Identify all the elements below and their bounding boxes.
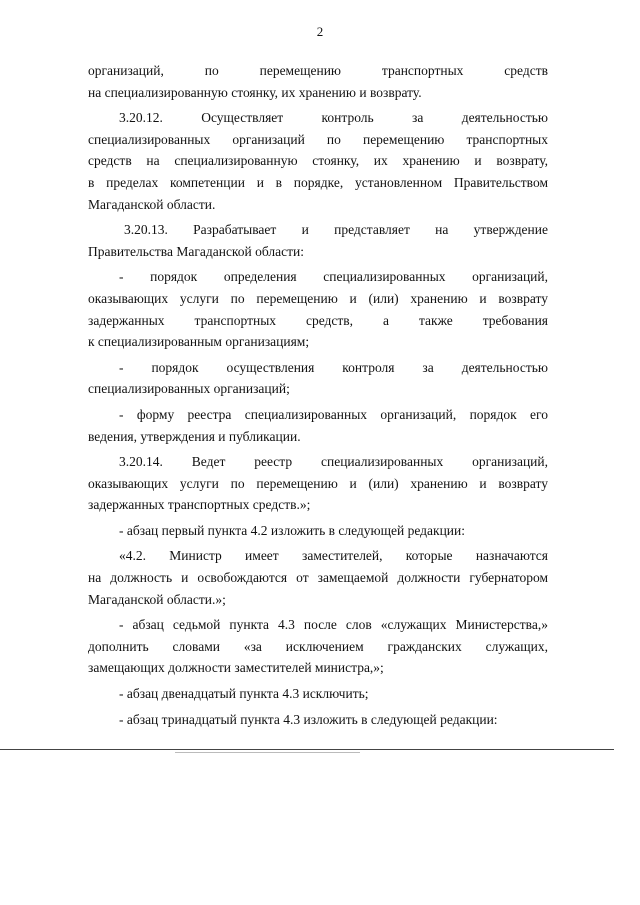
- paragraph-4-2-body: [88, 567, 548, 610]
- paragraph-3-20-14-body: [88, 473, 548, 516]
- text-line: 3.20.14. Ведет реестр специализированных организаций,: [119, 454, 548, 470]
- text-line: - абзац тринадцатый пункта 4.3 изложить в следующей редакции:: [119, 711, 498, 727]
- text-line: - порядок определения специализированных организаций,: [119, 269, 548, 285]
- paragraph-3-20-13-body: [88, 241, 548, 263]
- text-line: на должность и освобождаются от замещаемой должности губернатором: [88, 570, 548, 586]
- paragraph-3-20-12-body: [88, 129, 548, 215]
- text-line: - абзац седьмой пункта 4.3 после слов «служащих Министерства,»: [119, 617, 548, 633]
- text-line: Правительства Магаданской области:: [88, 243, 305, 259]
- list-item-control-order: [88, 357, 548, 379]
- text-line: 3.20.12. Осуществляет контроль за деятельностью: [119, 110, 548, 126]
- list-item-control-order-body: [88, 378, 548, 400]
- text-line: специализированных организаций;: [88, 381, 290, 397]
- text-line: организаций, по перемещению транспортных средств: [88, 63, 548, 78]
- text-line: 3.20.13. Разрабатывает и представляет на утверждение: [124, 222, 548, 238]
- text-line: задержанных транспортных средств.»;: [88, 497, 311, 513]
- text-line: Магаданской области.: [88, 196, 216, 212]
- paragraph-amend-4-3-seventh-body: [88, 636, 548, 679]
- paragraph-amend-4-3-thirteenth: [88, 709, 548, 731]
- list-item-order-determination-body: [88, 288, 548, 353]
- text-line: на специализированную стоянку, их хранению и возврату.: [88, 84, 422, 100]
- list-item-registry-form: [88, 404, 548, 426]
- footer-divider: [0, 749, 614, 750]
- text-line: дополнить словами «за исключением гражданских служащих,: [88, 638, 548, 654]
- document-body: [88, 60, 548, 730]
- paragraph-amend-4-3-seventh: [88, 614, 548, 636]
- text-line: специализированных организаций по перемещению транспортных: [88, 131, 548, 147]
- text-line: замещающих должности заместителей министра,»;: [88, 660, 384, 676]
- paragraph-amend-4-2: [88, 520, 548, 542]
- text-line: оказывающих услуги по перемещению и (или) хранению и возврату: [88, 290, 548, 306]
- list-item-order-determination: [88, 266, 548, 288]
- text-line: «4.2. Министр имеет заместителей, которые назначаются: [119, 548, 548, 564]
- paragraph-continuation: [88, 60, 548, 103]
- text-line: задержанных транспортных средств, а также требования: [88, 312, 548, 328]
- text-line: Магаданской области.»;: [88, 591, 226, 607]
- paragraph-amend-4-3-twelfth: [88, 683, 548, 705]
- text-line: - абзац двенадцатый пункта 4.3 исключить;: [119, 686, 369, 702]
- paragraph-3-20-13: [88, 219, 548, 241]
- paragraph-3-20-14: [88, 451, 548, 473]
- text-line: к специализированным организациям;: [88, 334, 310, 350]
- text-line: - форму реестра специализированных организаций, порядок его: [119, 406, 548, 422]
- text-line: средств на специализированную стоянку, их хранению и возврату,: [88, 153, 548, 169]
- page-number: 2: [316, 24, 324, 39]
- footer-divider-shadow: [175, 752, 360, 753]
- text-line: ведения, утверждения и публикации.: [88, 428, 301, 444]
- paragraph-3-20-12: [88, 107, 548, 129]
- text-line: оказывающих услуги по перемещению и (или) хранению и возврату: [88, 475, 548, 491]
- text-line: - порядок осуществления контроля за деятельностью: [119, 359, 548, 375]
- text-line: в пределах компетенции и в порядке, установленном Правительством: [88, 174, 548, 190]
- list-item-registry-form-body: [88, 426, 548, 448]
- paragraph-4-2: [88, 545, 548, 567]
- text-line: - абзац первый пункта 4.2 изложить в следующей редакции:: [119, 522, 466, 538]
